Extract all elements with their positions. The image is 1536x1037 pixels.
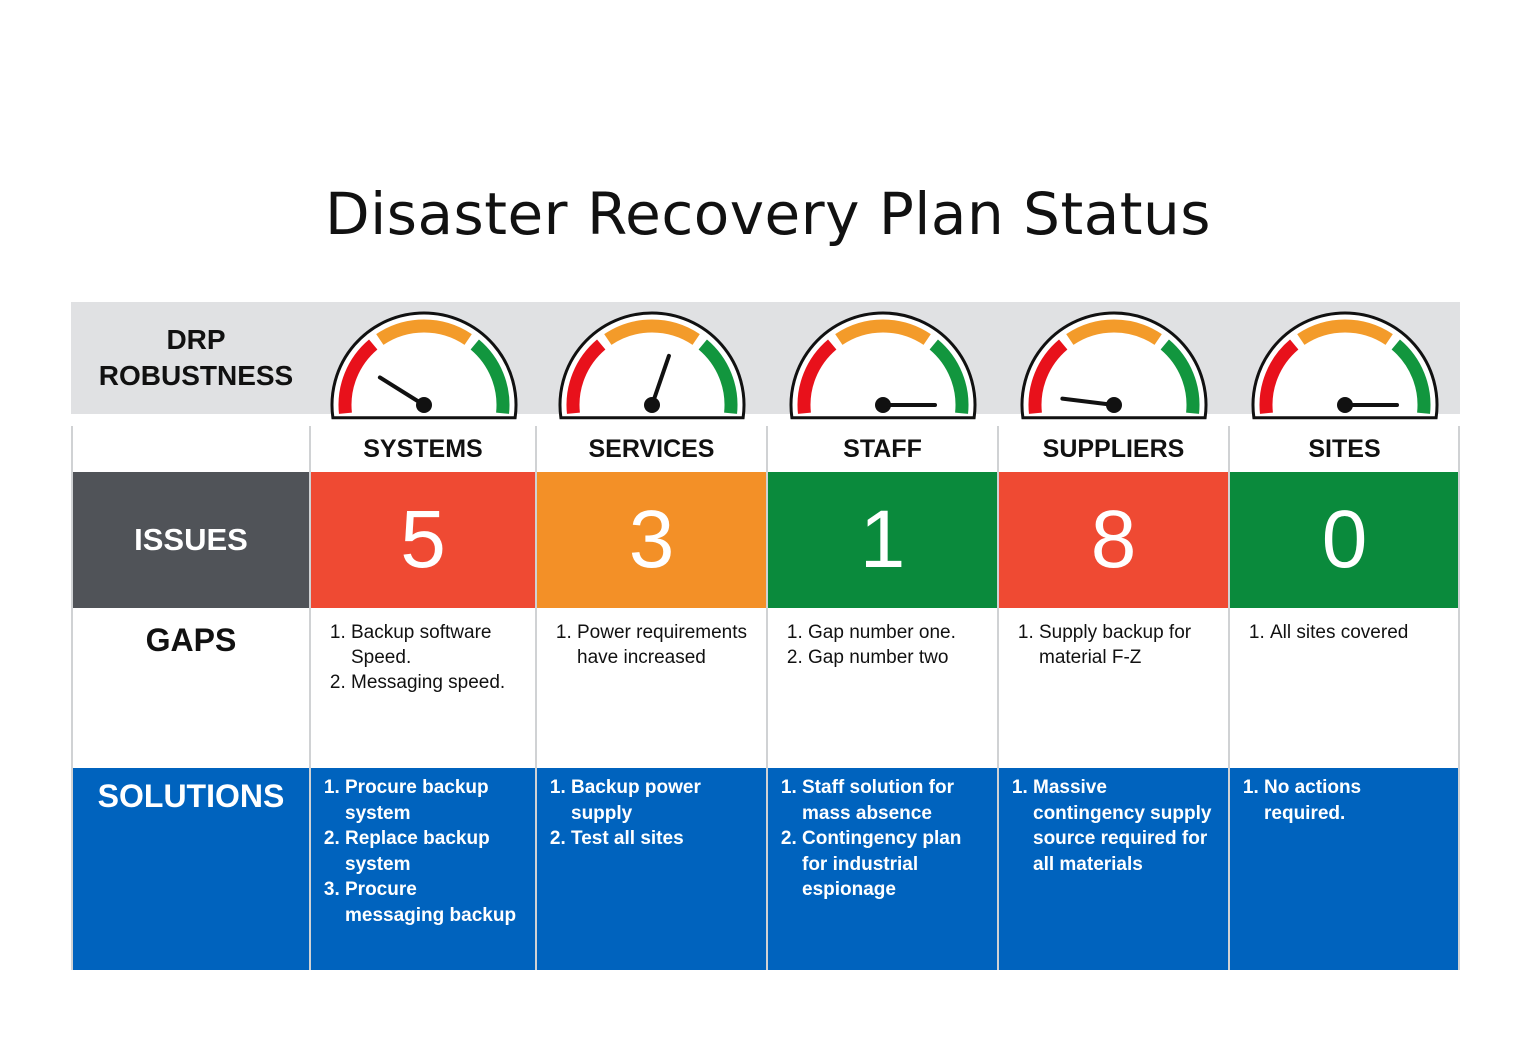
robustness-label-line-1: DRP [166,324,226,355]
gaps-cell-suppliers [999,608,1228,768]
solution-item: 2. Test all sites [571,826,752,852]
issues-count-systems: 5 [311,472,535,608]
gauge-hub [875,397,891,413]
header-corner-cell [71,426,311,472]
gaps-cell-sites [1230,608,1459,768]
gauge-hub [1106,397,1122,413]
solutions-list [1230,775,1445,826]
solution-item: 1. Backup power supply [571,775,752,826]
gaps-list [1234,620,1449,645]
gauge-hub [1337,397,1353,413]
grid-line [766,426,768,970]
column-header-systems: SYSTEMS [363,435,483,463]
issues-row-label: ISSUES [73,472,309,608]
gaps-cell-systems [311,608,535,768]
solutions-list [768,775,983,903]
robustness-label-line-2: ROBUSTNESS [98,360,294,391]
grid-line [71,426,73,970]
solutions-cell-services [537,768,766,970]
issues-count-services: 3 [537,472,766,608]
solutions-list [537,775,752,852]
solutions-row-label: SOLUTIONS [73,768,309,970]
column-header-staff: STAFF [843,435,922,463]
solutions-list [999,775,1214,877]
gauge-sites [1245,293,1445,423]
solutions-cell-staff [768,768,997,970]
gap-item: 2. Messaging speed. [351,670,525,695]
gaps-cell-services [537,608,766,768]
solution-item: 1. Staff solution for mass absence [802,775,983,826]
gap-item: 1. All sites covered [1270,620,1449,645]
column-header-sites: SITES [1308,435,1381,463]
gaps-list [541,620,756,670]
gaps-list [772,620,987,670]
gaps-list [315,620,525,695]
solution-item: 1. Procure backup system [345,775,521,826]
page-title: Disaster Recovery Plan Status [325,180,1211,248]
grid-line [1228,426,1230,970]
gap-item: 2. Gap number two [808,645,987,670]
gauge-systems [324,293,524,423]
column-header-suppliers: SUPPLIERS [1042,435,1185,463]
gauge-services [552,293,752,423]
issues-count-sites: 0 [1230,472,1459,608]
gauge-hub [416,397,432,413]
gauge-suppliers [1014,293,1214,423]
solutions-cell-suppliers [999,768,1228,970]
solution-item: 3. Procure messaging backup [345,877,521,928]
grid-line [1458,426,1460,970]
solution-item: 2. Contingency plan for industrial espionage [802,826,983,903]
gap-item: 1. Gap number one. [808,620,987,645]
solutions-cell-systems [311,768,535,970]
gaps-list [1003,620,1218,670]
solution-item: 1. Massive contingency supply source required for all materials [1033,775,1214,877]
gaps-row-label: GAPS [145,622,237,658]
solutions-cell-sites [1230,768,1459,970]
gauge-hub [644,397,660,413]
grid-line [535,426,537,970]
gaps-cell-staff [768,608,997,768]
column-header-services: SERVICES [588,435,715,463]
issues-count-staff: 1 [768,472,997,608]
gauge-staff [783,293,983,423]
solutions-list [311,775,521,928]
solution-item: 1. No actions required. [1264,775,1445,826]
gap-item: 1. Backup software Speed. [351,620,525,670]
grid-line [309,426,311,970]
robustness-label [76,322,316,394]
grid-line [997,426,999,970]
gap-item: 1. Supply backup for material F-Z [1039,620,1218,670]
issues-count-suppliers: 8 [999,472,1228,608]
solution-item: 2. Replace backup system [345,826,521,877]
gap-item: 1. Power requirements have increased [577,620,756,670]
